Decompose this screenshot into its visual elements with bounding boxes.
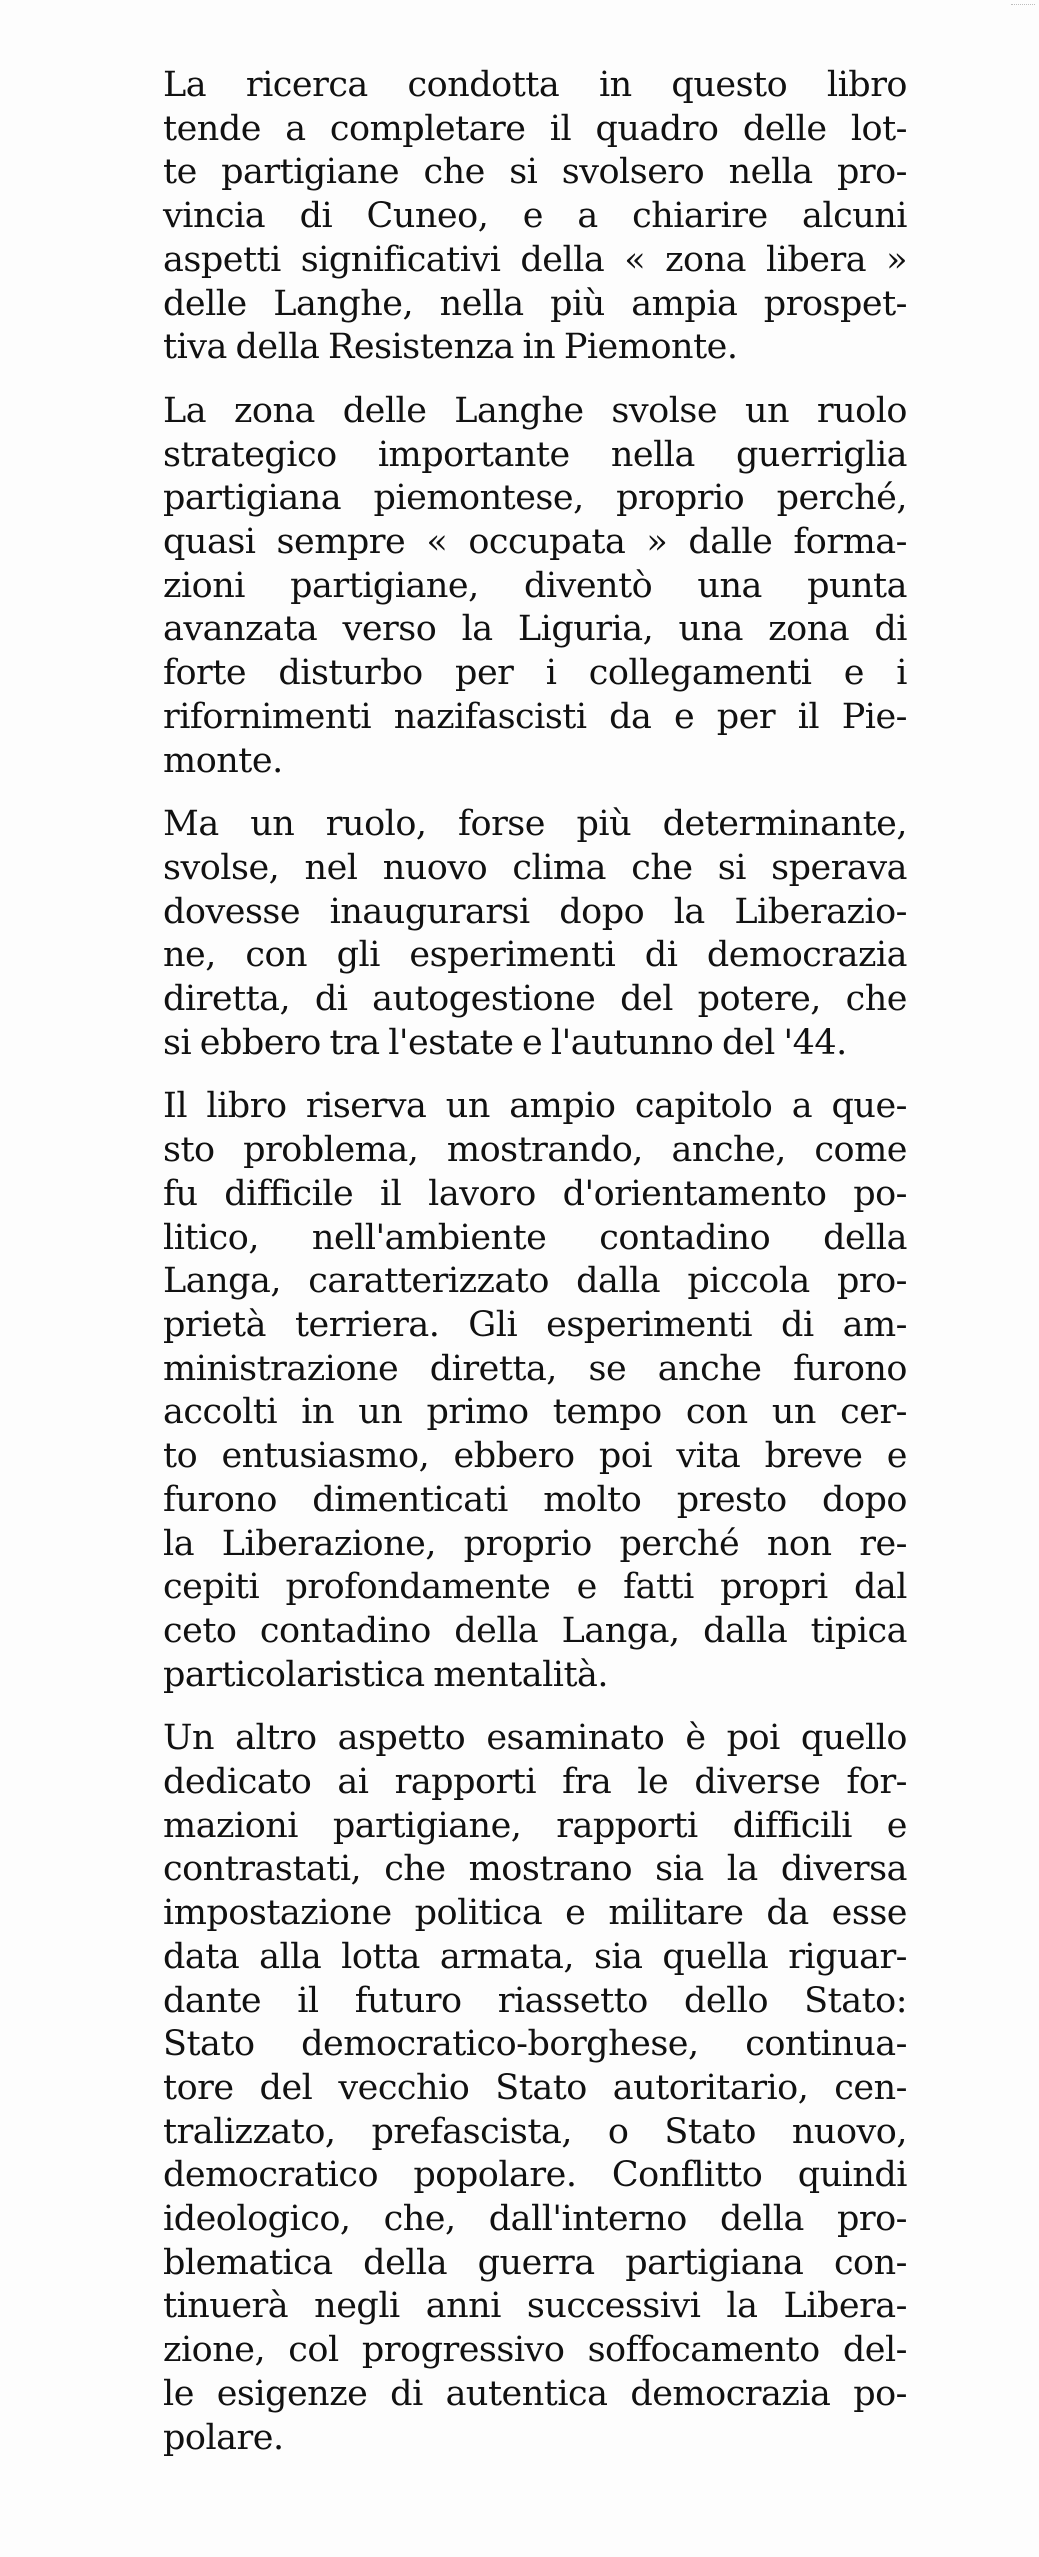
text-line: to entusiasmo, ebbero poi vita breve e	[163, 1436, 907, 1477]
text-line: ministrazione diretta, se anche furono	[163, 1348, 907, 1389]
text-line: tore del vecchio Stato autoritario, cen-	[163, 2067, 907, 2108]
paragraph-4	[163, 1085, 907, 1697]
text-line: forte disturbo per i collegamenti e i	[163, 653, 907, 694]
text-line: democratico popolare. Conflitto quindi	[163, 2155, 907, 2196]
scan-corner-mark	[1011, 4, 1035, 8]
text-line: furono dimenticati molto presto dopo	[163, 1479, 907, 1520]
text-line: polare.	[163, 2417, 284, 2458]
text-line: tinuerà negli anni successivi la Libera-	[163, 2286, 907, 2327]
text-line: delle Langhe, nella più ampia prospet-	[163, 283, 907, 324]
text-column	[163, 64, 907, 2480]
text-line: ceto contadino della Langa, dalla tipica	[163, 1610, 907, 1651]
text-line: accolti in un primo tempo con un cer-	[163, 1392, 907, 1433]
text-line: particolaristica mentalità.	[163, 1654, 609, 1695]
text-line: cepiti profondamente e fatti propri dal	[163, 1567, 907, 1608]
text-line: blematica della guerra partigiana con-	[163, 2242, 907, 2283]
text-line: Il libro riserva un ampio capitolo a que-	[163, 1086, 907, 1127]
text-line: avanzata verso la Liguria, una zona di	[163, 609, 907, 650]
text-line: Stato democratico-borghese, continua-	[163, 2024, 907, 2065]
text-line: svolse, nel nuovo clima che si sperava	[163, 847, 907, 888]
text-line: litico, nell'ambiente contadino della	[163, 1217, 907, 1258]
text-line: tende a completare il quadro delle lot-	[163, 108, 907, 149]
paragraph-2	[163, 390, 907, 783]
text-line: Ma un ruolo, forse più determinante,	[163, 804, 907, 845]
text-line: data alla lotta armata, sia quella riguar-	[163, 1936, 907, 1977]
text-line: sto problema, mostrando, anche, come	[163, 1130, 907, 1171]
text-line: strategico importante nella guerriglia	[163, 434, 907, 475]
text-line: dedicato ai rapporti fra le diverse for-	[163, 1762, 907, 1803]
text-line: quasi sempre « occupata » dalle forma-	[163, 522, 907, 563]
text-line: La ricerca condotta in questo libro	[163, 65, 907, 105]
text-line: vincia di Cuneo, e a chiarire alcuni	[163, 196, 907, 237]
text-line: zione, col progressivo soffocamento del-	[163, 2330, 907, 2371]
text-line: mazioni partigiane, rapporti difficili e	[163, 1805, 907, 1846]
text-line: tralizzato, prefascista, o Stato nuovo,	[163, 2111, 907, 2152]
text-line: le esigenze di autentica democrazia po-	[163, 2373, 907, 2414]
text-line: zioni partigiane, diventò una punta	[163, 565, 907, 606]
text-line: aspetti significativi della « zona libera »	[163, 239, 907, 280]
text-line: tiva della Resistenza in Piemonte.	[163, 327, 738, 368]
text-line: Un altro aspetto esaminato è poi quello	[163, 1718, 907, 1759]
text-line: Langa, caratterizzato dalla piccola pro-	[163, 1261, 907, 1302]
text-line: La zona delle Langhe svolse un ruolo	[163, 390, 907, 431]
text-line: rifornimenti nazifascisti da e per il Pie-	[163, 696, 907, 737]
text-line: contrastati, che mostrano sia la diversa	[163, 1849, 907, 1890]
text-line: prietà terriera. Gli esperimenti di am-	[163, 1304, 907, 1345]
paragraph-3	[163, 803, 907, 1065]
text-line: dante il futuro riassetto dello Stato:	[163, 1980, 907, 2021]
text-line: monte.	[163, 740, 283, 781]
text-line: diretta, di autogestione del potere, che	[163, 979, 907, 1020]
paragraph-5	[163, 1717, 907, 2460]
paragraph-1	[163, 64, 907, 370]
text-line: ne, con gli esperimenti di democrazia	[163, 935, 907, 976]
text-line: si ebbero tra l'estate e l'autunno del '44.	[163, 1022, 847, 1063]
text-line: ideologico, che, dall'interno della pro-	[163, 2199, 907, 2240]
text-line: la Liberazione, proprio perché non re-	[163, 1523, 907, 1564]
text-line: dovesse inaugurarsi dopo la Liberazio-	[163, 891, 907, 932]
text-line: fu difficile il lavoro d'orientamento po-	[163, 1173, 907, 1214]
text-line: impostazione politica e militare da esse	[163, 1893, 907, 1934]
text-line: te partigiane che si svolsero nella pro-	[163, 152, 907, 193]
text-line: partigiana piemontese, proprio perché,	[163, 478, 907, 519]
